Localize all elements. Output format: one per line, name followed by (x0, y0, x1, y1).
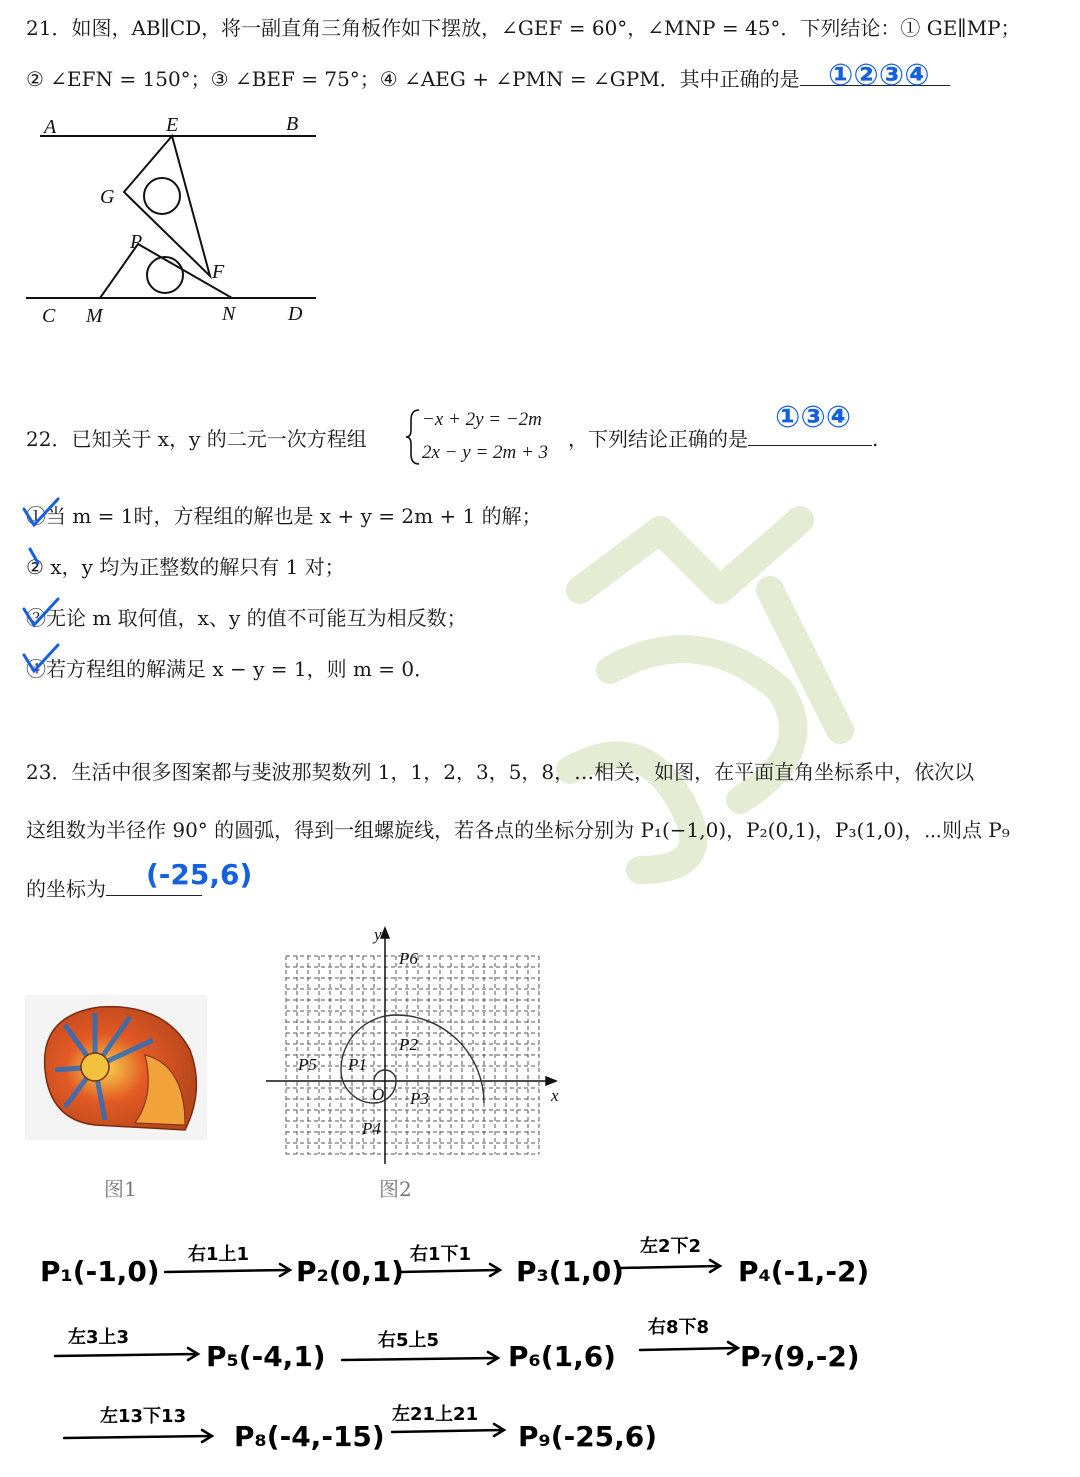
point-p2-label: P2 (399, 1035, 418, 1054)
label-e: E (166, 114, 179, 136)
q22-item-1: ①当 m = 1时，方程组的解也是 x + y = 2m + 1 的解； (26, 504, 542, 528)
q23-line2: 这组数为半径作 90° 的圆弧，得到一组螺旋线，若各点的坐标分别为 P₁(−1,0)，P₂(0,1)，P₃(1,0)，⋯则点 P₉ (26, 818, 1010, 842)
point-p1-label: P1 (348, 1055, 367, 1074)
axis-x-label: x (551, 1086, 559, 1105)
label-d: D (288, 303, 303, 325)
label-f: F (212, 261, 225, 283)
q22-prefix: 22．已知关于 x，y 的二元一次方程组 (26, 427, 367, 451)
work-arrows (0, 1220, 1080, 1477)
circle-lower (147, 257, 183, 293)
circle-upper (144, 178, 180, 214)
work-r1-p4: P₄(-1,-2) (738, 1255, 870, 1288)
check-icon-4 (24, 645, 58, 671)
q23-line3-text: 的坐标为 (26, 877, 106, 901)
work-r2-p7: P₇(9,-2) (740, 1340, 860, 1373)
work-r2-step3: 右8下8 (648, 1317, 710, 1338)
axis-y-label: y (374, 925, 382, 944)
check-icon-1 (24, 499, 58, 525)
figure-1-caption: 图1 (104, 1177, 137, 1201)
point-p5-label: P5 (298, 1055, 317, 1074)
q21-line2-text: ② ∠EFN = 150°；③ ∠BEF = 75°；④ ∠AEG + ∠PMN = ∠GPM．其中正确的是 (26, 67, 800, 91)
q21-figure (20, 108, 330, 338)
label-p: P (130, 231, 143, 253)
check-marks (18, 495, 68, 685)
q22-equation-2: 2x − y = 2m + 3 (422, 442, 549, 463)
work-r1-step3: 左2下2 (640, 1236, 702, 1257)
label-g: G (100, 186, 115, 208)
nautilus-shell-image (25, 995, 207, 1140)
q22-item-4: ④若方程组的解满足 x − y = 1，则 m = 0． (26, 657, 435, 681)
q22-answer-blank[interactable] (748, 445, 872, 446)
q23-line1: 23．生活中很多图案都与斐波那契数列 1，1，2，3，5，8，…相关，如图，在平面直角坐标系中，依次以 (26, 760, 975, 784)
work-r2-p5: P₅(-4,1) (206, 1340, 326, 1373)
q22-handwritten-answer: ①③④ (775, 400, 852, 435)
work-r1-step1: 右1上1 (188, 1244, 250, 1265)
point-p3-label: P3 (410, 1089, 429, 1108)
q22-suffix: ，下列结论正确的是 (568, 427, 748, 451)
q23-handwritten-answer: (-25,6) (146, 858, 253, 891)
q22-period: . (872, 427, 879, 451)
work-r3-step1: 左13下13 (100, 1406, 187, 1427)
work-r3-p9: P₉(-25,6) (518, 1420, 658, 1453)
q23-answer-blank[interactable] (106, 895, 202, 896)
figure-2-caption: 图2 (379, 1177, 412, 1201)
work-r1-p3: P₃(1,0) (516, 1255, 624, 1288)
q21-line1: 21．如图，AB∥CD，将一副直角三角板作如下摆放，∠GEF = 60°，∠MNP = 45°．下列结论：① GE∥MP； (26, 16, 1021, 40)
label-m: M (86, 305, 103, 327)
label-b: B (286, 113, 299, 135)
label-c: C (42, 305, 56, 327)
q22-item-3: ③无论 m 取何值，x、y 的值不可能互为相反数； (26, 606, 467, 630)
work-r3-step2: 左21上21 (392, 1404, 479, 1425)
work-r2-p6: P₆(1,6) (508, 1340, 616, 1373)
q22-brace (405, 408, 421, 466)
label-a: A (44, 116, 57, 138)
check-icon-3 (24, 599, 58, 625)
work-r1-p1: P₁(-1,0) (40, 1255, 160, 1288)
triangle-egf (124, 136, 210, 276)
fibonacci-spiral-figure (262, 920, 572, 1168)
q22-item-2: ② x，y 均为正整数的解只有 1 对； (26, 555, 345, 579)
q21-handwritten-answer: ①②③④ (828, 58, 930, 93)
q21-line2 (26, 63, 950, 92)
work-r1-p2: P₂(0,1) (296, 1255, 404, 1288)
mark-icon-2 (30, 549, 38, 563)
q22-stem (26, 423, 367, 452)
q22-equation-1: −x + 2y = −2m (422, 409, 542, 430)
work-r2-step1: 左3上3 (68, 1327, 130, 1348)
origin-label: O (372, 1085, 385, 1104)
work-r1-step2: 右1下1 (410, 1244, 472, 1265)
point-p6-label: P6 (399, 949, 418, 968)
work-r3-p8: P₈(-4,-15) (234, 1420, 385, 1453)
work-r2-step2: 右5上5 (378, 1330, 440, 1351)
point-p4-label: P4 (362, 1119, 381, 1138)
label-n: N (222, 303, 236, 325)
